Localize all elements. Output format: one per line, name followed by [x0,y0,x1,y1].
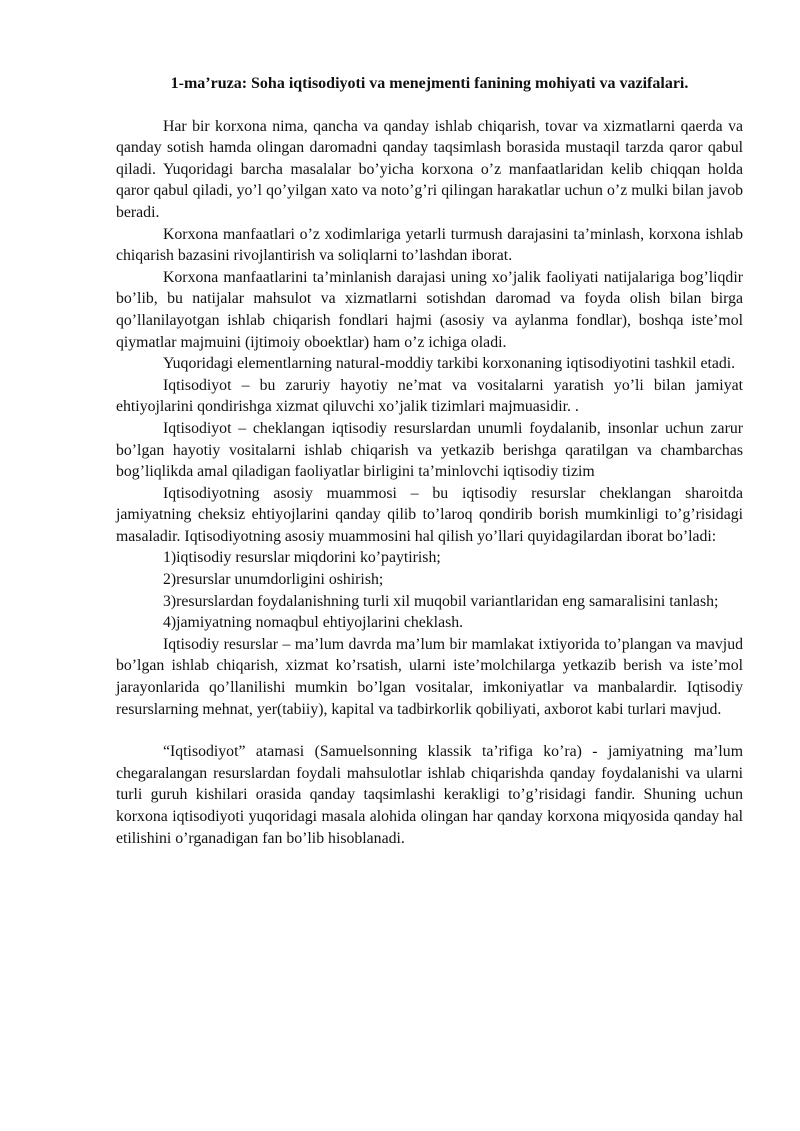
paragraph-economy-definition-2: Iqtisodiyot – cheklangan iqtisodiy resurslardan unumli foydalanib, insonlar uchun zarur bo’lgan hayotiy vositalarni ishlab chiqarish va yetkazib berishga qaratilgan va chambarchas bog’liqlikda amal qiladigan faoliyatlar birligini ta’minlovchi iqtisodiy tizim [116,419,743,481]
list-item: 3)resurslardan foydalanishning turli xil muqobil variantlaridan eng samaralisini tanlash; [163,592,719,610]
paragraph-economy-definition-1: Iqtisodiyot – bu zaruriy hayotiy ne’mat va vositalarni yaratish yo’li bilan jamiyat ehtiyojlarini qondirishga xizmat qiluvchi xo’jalik tizimlari majmuasidir. . [116,376,743,416]
paragraph-main-problem: Iqtisodiyotning asosiy muammosi – bu iqtisodiy resurslar cheklangan sharoitda jamiyatning cheksiz ehtiyojlarini qanday qilib to’laroq qondirib borish mumkinligi to’g’risidagi masaladir. Iqtisodiyotning asosiy muammosini hal qilish yo’llari quyidagilardan iborat bo’ladi: [116,484,743,545]
paragraph-enterprise-decisions: Har bir korxona nima, qancha va qanday ishlab chiqarish, tovar va xizmatlarni qaerda va qanday sotish hamda olingan daromadni qanday taqsimlash borasida mustaqil tarzda qaror qabul qiladi. Yuqoridagi barcha masalalar bo’yicha korxona o’z manfaatlaridan kelib chiqqan holda qaror qabul qiladi, yo’l qo’yilgan xato va noto’g’ri qilingan harakatlar uchun o’z mulki bilan javob beradi. [116,117,743,221]
paragraph-enterprise-interests: Korxona manfaatlari o’z xodimlariga yetarli turmush darajasini ta’minlash, korxona ishlab chiqarish bazasini rivojlantirish va soliqlarni to’lashdan iborat. [116,225,743,265]
document-page [116,73,743,849]
list-item: 1)iqtisodiy resurslar miqdorini ko’paytirish; [163,549,441,567]
paragraph-interest-level: Korxona manfaatlarini ta’minlanish darajasi uning xo’jalik faoliyati natijalariga bog’liqdir bo’lib, bu natijalar mahsulot va xizmatlarni sotishdan daromad va foyda olish bilan birga qo’llanilayotgan ishlab chiqarish fondlari hajmi (asosiy va aylanma fondlar), boshqa iste’mol qiymatlar majmuini (ijtimoiy oboektlar) ham o’z ichiga oladi. [116,268,743,351]
list-item: 4)jamiyatning nomaqbul ehtiyojlarini cheklash. [163,614,464,632]
list-item: 2)resurslar unumdorligini oshirish; [163,571,384,589]
paragraph-spacer [116,720,743,741]
paragraph-elements-composition: Yuqoridagi elementlarning natural-moddiy tarkibi korxonaning iqtisodiyotini tashkil etadi. [163,355,736,373]
paragraph-economic-resources: Iqtisodiy resurslar – ma’lum davrda ma’lum bir mamlakat ixtiyorida to’plangan va mavjud bo’lgan ishlab chiqarish, xizmat ko’rsatish, ularni iste’molchilarga yetkazib berish va iste’mol jarayonlarida qo’llanilishi mumkin bo’lgan vositalar, imkoniyatlar va manbalardir. Iqtisodiy resurslarning mehnat, yer(tabiiy), kapital va tadbirkorlik qobiliyati, axborot kabi turlari mavjud. [116,635,743,718]
paragraph-samuelson-definition: “Iqtisodiyot” atamasi (Samuelsonning klassik ta’rifiga ko’ra) - jamiyatning ma’lum chegaralangan resurslardan foydali mahsulotlar ishlab chiqarishda qanday foydalanishi va ularni turli guruh kishilari orasida qanday taqsimlashi kerakligi to’g’risidagi fandir. Shuning uchun korxona iqtisodiyoti yuqoridagi masala alohida olingan har qanday korxona miqyosida qanday hal etilishini o’rganadigan fan bo’lib hisoblanadi. [116,743,743,847]
lecture-title: 1-ma’ruza: Soha iqtisodiyoti va menejmenti fanining mohiyati va vazifalari. [170,75,689,92]
